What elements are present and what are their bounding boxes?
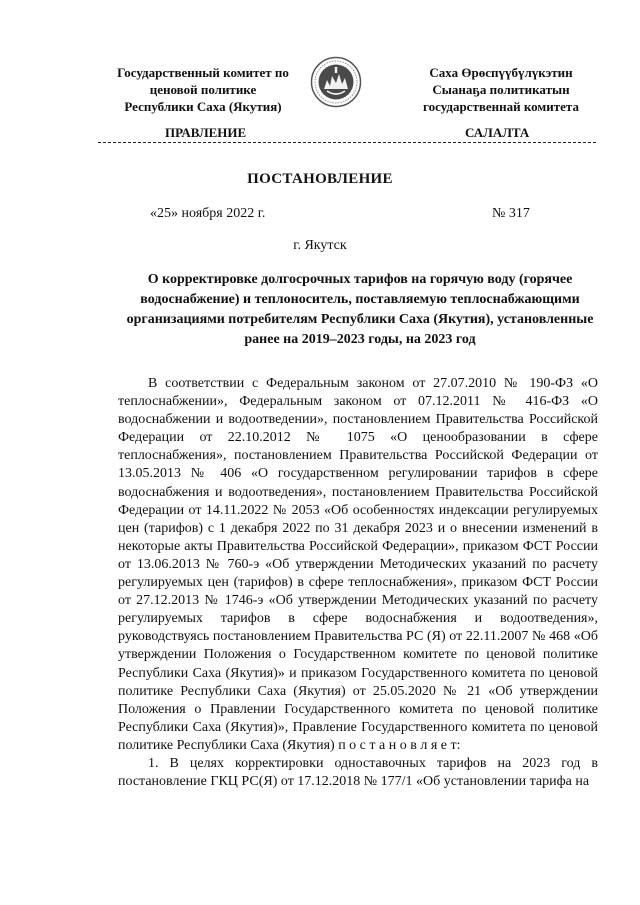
- document-body: [118, 375, 598, 791]
- header-right-org-name: [396, 64, 606, 115]
- document-number: № 317: [492, 206, 530, 221]
- department-label-left: ПРАВЛЕНИЕ: [165, 125, 247, 140]
- republic-sakha-coat-of-arms-icon: [310, 56, 362, 108]
- header-right-line: государственнай комитета: [423, 99, 579, 114]
- body-paragraph: 1. В целях корректировки одноставочных тарифов на 2023 год в постановление ГКЦ РС(Я) от 17.12.2018 № 177/1 «Об установлении тарифа на: [118, 755, 598, 790]
- document-date: «25» ноября 2022 г.: [150, 206, 266, 221]
- document-city: г. Якутск: [293, 238, 347, 253]
- department-label-right: САЛАЛТА: [465, 125, 530, 140]
- header-right-line: Сыанаҕа политикатын: [432, 82, 570, 97]
- document-subject: О корректировке долгосрочных тарифов на горячую воду (горячее водоснабжение) и теплоноситель, поставляемую теплоснабжающими организациями потребителям Республики Саха (Якутия), установленные ранее на 2019–2023 годы, на 2023 год: [126, 272, 594, 347]
- header-divider: [98, 142, 596, 143]
- header-left-org-name: [98, 64, 308, 115]
- header-right-line: Саха Өрөспүүбүлүкэтин: [429, 65, 573, 80]
- header-left-line: Республики Саха (Якутия): [124, 99, 282, 114]
- header-left-line: ценовой политике: [149, 82, 257, 97]
- header-left-line: Государственный комитет по: [117, 65, 289, 80]
- body-paragraph: В соответствии с Федеральным законом от 27.07.2010 № 190-ФЗ «О теплоснабжении», Федеральным законом от 07.12.2011 № 416-ФЗ «О водоснабжении и водоотведении», постановлением Правительства Российской Федерации от 22.10.2012 № 1075 «О ценообразовании в сфере теплоснабжения», постановлением Правительства Российской Федерации от 13.05.2013 № 406 «О государственном регулировании тарифов в сфере водоснабжения и водоотведения», постановлением Правительства Российской Федерации от 14.11.2022 № 2053 «Об особенностях индексации регулируемых цен (тарифов) с 1 декабря 2022 по 31 декабря 2023 и о внесении изменений в некоторые акты Правительства Российской Федерации», приказом ФСТ России от 13.06.2013 № 760-э «Об утверждении Методических указаний по расчету регулируемых цен (тарифов) в сфере теплоснабжения», приказом ФСТ России от 27.12.2013 № 1746-э «Об утверждении Методических указаний по расчету регулируемых тарифов в сфере водоснабжения и водоотведения», руководствуясь постановлением Правительства РС (Я) от 22.11.2007 № 468 «Об утверждении Положения о Государственном комитете по ценовой политике Республики Саха (Якутия)» и приказом Государственного комитета по ценовой политике Республики Саха (Якутия) от 25.05.2020 № 21 «Об утверждении Положения о Правлении Государственного комитета по ценовой политике Республики Саха (Якутия)», Правление Государственного комитета по ценовой политике Республики Саха (Якутия) п о с т а н о в л я е т:: [118, 376, 598, 753]
- document-title: ПОСТАНОВЛЕНИЕ: [247, 171, 393, 187]
